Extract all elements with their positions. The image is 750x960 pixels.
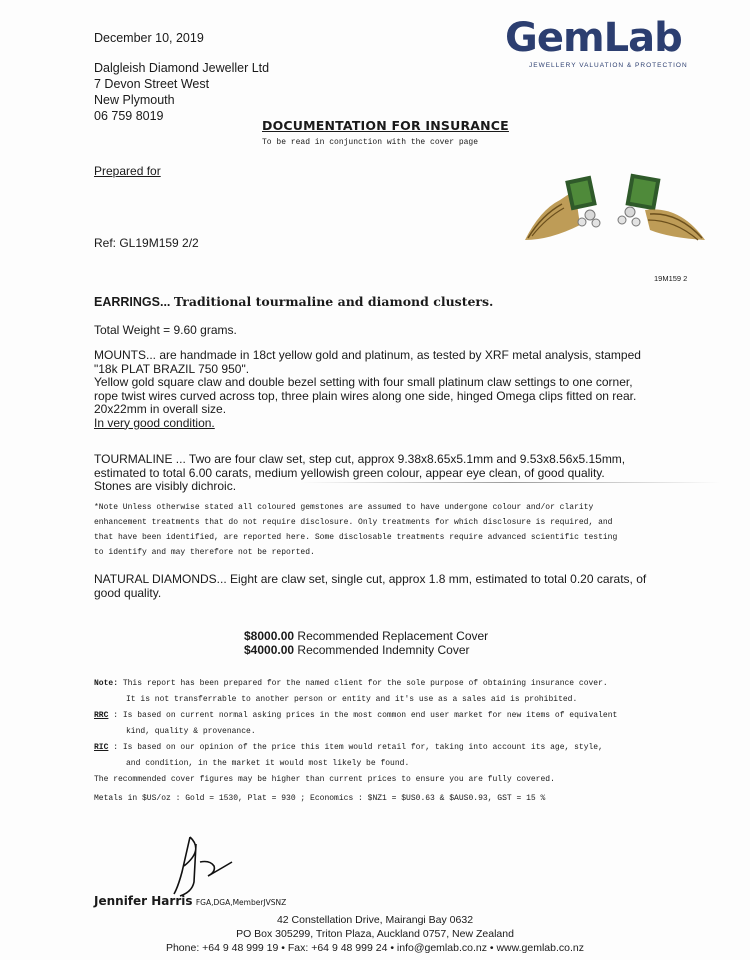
ric-text: and condition, in the market it would most likely be found. [126,759,410,768]
reference-number: Ref: GL19M159 2/2 [94,236,199,250]
note-text: This report has been prepared for the named client for the sole purpose of obtaining insurance cover. [122,679,608,688]
earring-left-image [525,176,600,240]
address-line: 06 759 8019 [94,109,164,123]
ric-text: : Is based on our opinion of the price this item would retail for, taking into account its age, style, [113,743,603,752]
cover-values [244,629,488,657]
diamonds-line: good quality. [94,585,162,600]
note-label: Note: [94,679,119,688]
diamonds-line: NATURAL DIAMONDS... Eight are claw set, single cut, approx 1.8 mm, estimated to total 0.20 carats, of [94,572,647,586]
treatment-note [94,500,617,560]
tourmaline-line: estimated to total 6.00 carats, medium yellowish green colour, appear eye clean, of good quality. [94,465,605,480]
mounts-line: MOUNTS... are handmade in 18ct yellow gold and platinum, as tested by XRF metal analysis, stamped [94,348,641,362]
tourmaline-line: Stones are visibly dichroic. [94,479,237,493]
note-line: *Note Unless otherwise stated all coloured gemstones are assumed to have undergone colour and/or clarity [94,503,594,512]
photo-reference-label: 19M159 2 [654,274,688,283]
note-line: that have been identified, are reported here. Some disclosable treatments require advanced scientific testing [94,533,618,542]
mounts-description [94,349,641,430]
footer-contact: Phone: +64 9 48 999 19 • Fax: +64 9 48 999 24 • info@gemlab.co.nz • www.gemlab.co.nz [165,942,585,954]
logo-tagline: JEWELLERY VALUATION & PROTECTION [529,62,688,69]
indemnity-cover [244,643,488,657]
footer-address: 42 Constellation Drive, Mairangi Bay 0632 [276,914,474,926]
prepared-for-label: Prepared for [94,164,161,178]
mounts-line: Yellow gold square claw and double bezel setting with four small platinum claw settings to one corner, [94,375,633,389]
rrc-text: kind, quality & provenance. [126,727,256,736]
address-line: Dalgleish Diamond Jeweller Ltd [94,61,270,75]
client-address [94,60,269,124]
ric-label: RIC [94,743,109,752]
note-line: enhancement treatments that do not require disclosure. Only treatments for which disclosure is required, and [94,518,613,527]
tourmaline-description [94,453,625,494]
logo-wordmark: GemLab [505,15,682,61]
item-heading-description: Traditional tourmaline and diamond clusters. [173,294,494,309]
cover-figures-note: The recommended cover figures may be higher than current prices to ensure you are fully covered. [94,775,555,784]
replacement-amount: $8000.00 [244,629,295,643]
replacement-label: Recommended Replacement Cover [297,629,489,643]
gemlab-logo [505,16,695,76]
mounts-line: rope twist wires curved across top, three plain wires along one side, hinged Omega clips fitted on rear. [94,388,637,403]
rrc-text: : Is based on current normal asking prices in the most common end user market for new items of equivalent [113,711,618,720]
signer-name: Jennifer Harris [94,894,193,908]
note-line: to identify and may therefore not be reported. [94,548,315,557]
signer [94,894,286,908]
replacement-cover [244,629,488,643]
item-heading [94,294,493,309]
earring-right-image [618,174,705,240]
rrc-label: RRC [94,711,109,720]
document-subtitle: To be read in conjunction with the cover page [262,138,479,147]
address-line: New Plymouth [94,93,175,107]
address-line: 7 Devon Street West [94,77,210,91]
metals-economics: Metals in $US/oz : Gold = 1530, Plat = 930 ; Economics : $NZ1 = $US0.63 & $AUS0.93, GST = 15 % [94,794,546,803]
condition-statement: In very good condition. [94,415,215,430]
signer-credentials: FGA,DGA,MemberJVSNZ [195,898,287,907]
item-heading-type: EARRINGS... [94,295,171,309]
indemnity-label: Recommended Indemnity Cover [297,643,470,657]
document-title: DOCUMENTATION FOR INSURANCE [262,118,509,133]
disclaimer-notes [94,676,617,788]
mounts-line: "18k PLAT BRAZIL 750 950". [94,361,250,376]
scan-streak [300,482,720,483]
diamonds-description [94,573,646,600]
mounts-line: 20x22mm in overall size. [94,402,227,416]
indemnity-amount: $4000.00 [244,643,295,657]
report-date: December 10, 2019 [94,31,204,45]
signature-image [170,832,240,902]
total-weight: Total Weight = 9.60 grams. [94,323,237,337]
earrings-photo [520,170,710,252]
note-text: It is not transferrable to another person or entity and it's use as a sales aid is prohibited. [126,695,578,704]
tourmaline-line: TOURMALINE ... Two are four claw set, step cut, approx 9.38x8.65x5.1mm and 9.53x8.56x5.15mm, [94,452,626,466]
footer-po-box: PO Box 305299, Triton Plaza, Auckland 0757, New Zealand [236,928,514,940]
